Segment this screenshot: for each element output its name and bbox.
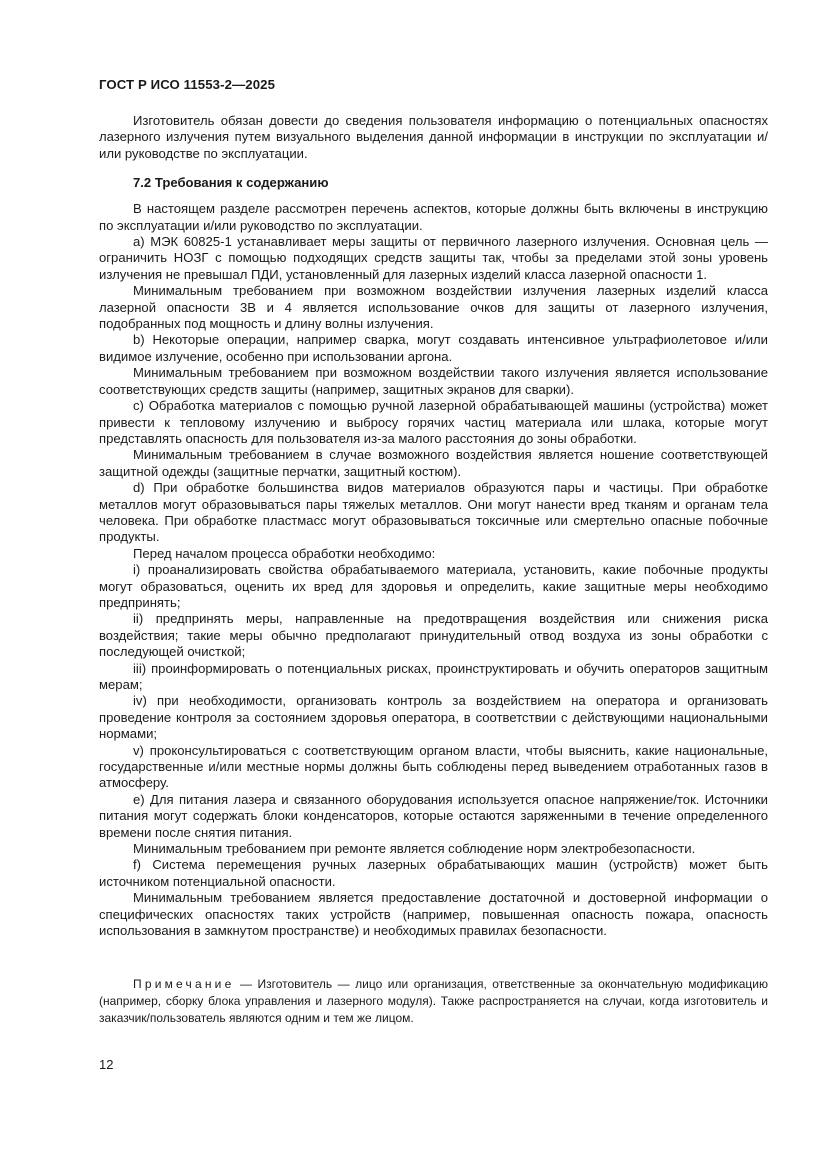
section-title: 7.2 Требования к содержанию — [133, 175, 329, 191]
note-block — [99, 976, 768, 1027]
paragraph: Перед началом процесса обработки необходимо: — [133, 545, 436, 561]
list-item: i) проанализировать свойства обрабатываемого материала, установить, какие побочные продукты могут образоваться, оценить их вред для здоровья и определить, какие защитные меры необходимо предпринять; — [99, 562, 768, 610]
list-item: v) проконсультироваться с соответствующим органом власти, чтобы выяснить, какие национальные, государственные и/или местные нормы должны быть соблюдены перед выведением отработанных газов в атмосферу. — [99, 742, 768, 791]
paragraph: Минимальным требованием в случае возможного воздействия является ношение соответствующей защитной одежды (защитные перчатки, защитный костюм). — [99, 447, 768, 479]
paragraph: е) Для питания лазера и связанного оборудования используется опасное напряжение/ток. Источники питания могут содержать блоки конденсаторов, которые остаются заряженными в течение определенного времени после снятия питания. — [99, 791, 768, 840]
paragraph: b) Некоторые операции, например сварка, могут создавать интенсивное ультрафиолетовое и/или видимое излучение, особенно при использовании аргона. — [99, 332, 768, 364]
page-number: 12 — [99, 1057, 114, 1072]
list-item: ii) предпринять меры, направленные на предотвращения воздействия или снижения риска воздействия; такие меры обычно предполагают принудительный отвод воздуха из зоны обработки с последующей очисткой; — [99, 611, 768, 660]
paragraph: Минимальным требованием при возможном воздействии такого излучения является использование соответствующих средств защиты (например, защитных экранов для сварки). — [99, 365, 768, 397]
paragraph: а) МЭК 60825-1 устанавливает меры защиты от первичного лазерного излучения. Основная цель — ограничить НОЗГ с помощью подходящих средств защиты так, чтобы за пределами этой зоны уровень излучения не превышал ПДИ, установленный для лазерных изделий класса лазерной опасности 1. — [99, 234, 768, 282]
paragraph: с) Обработка материалов с помощью ручной лазерной обрабатывающей машины (устройства) может привести к тепловому излучению и выбросу горячих частиц материала или шлака, которые могут представлять опасность для пользователя из-за малого расстояния до зоны обработки. — [99, 398, 768, 446]
document-header: ГОСТ Р ИСО 11553-2—2025 — [99, 77, 276, 92]
paragraph: d) При обработке большинства видов материалов образуются пары и частицы. При обработке металлов могут образовываться пары тяжелых металлов. Они могут нанести вред тканям и органам тела человека. При обработке пластмасс могут образовываться токсичные или смертельно опасные побочные продукты. — [99, 480, 768, 545]
paragraph: f) Система перемещения ручных лазерных обрабатывающих машин (устройств) может быть источником потенциальной опасности. — [99, 857, 768, 889]
paragraph: Минимальным требованием при возможном воздействии излучения лазерных изделий класса лазерной опасности 3B и 4 является использование очков для защиты от лазерного излучения, подобранных под мощность и длину волны излучения. — [99, 283, 768, 332]
paragraph: Минимальным требованием при ремонте является соблюдение норм электробезопасности. — [133, 841, 696, 857]
paragraph: Минимальным требованием является предоставление достаточной и достоверной информации о специфических опасностях таких устройств (например, повышенная опасность пожара, опасность использования в замкнутом пространстве) и необходимых правилах безопасности. — [99, 890, 768, 939]
list-item: iv) при необходимости, организовать контроль за воздействием на оператора и организовать проведение контроля за состоянием здоровья оператора, в соответствии с действующими национальными нормами; — [99, 693, 768, 742]
list-item: iii) проинформировать о потенциальных рисках, проинструктировать и обучить операторов защитным мерам; — [99, 660, 768, 692]
intro-paragraph: Изготовитель обязан довести до сведения пользователя информацию о потенциальных опасностях лазерного излучения путем визуального выделения данной информации в инструкции по эксплуатации и/или руководстве по эксплуатации. — [99, 113, 768, 161]
note-text: — Изготовитель — лицо или организация, ответственные за окончательную модификацию (например, сборку блока управления и лазерного модуля). Также распространяется на случаи, когда изготовитель и заказчик/пользователь являются одним и тем же лицом. — [99, 977, 768, 1025]
note-label: Примечание — [133, 977, 235, 991]
paragraph: В настоящем разделе рассмотрен перечень аспектов, которые должны быть включены в инструкцию по эксплуатации и/или руководство по эксплуатации. — [99, 201, 768, 233]
main-content — [99, 105, 768, 940]
